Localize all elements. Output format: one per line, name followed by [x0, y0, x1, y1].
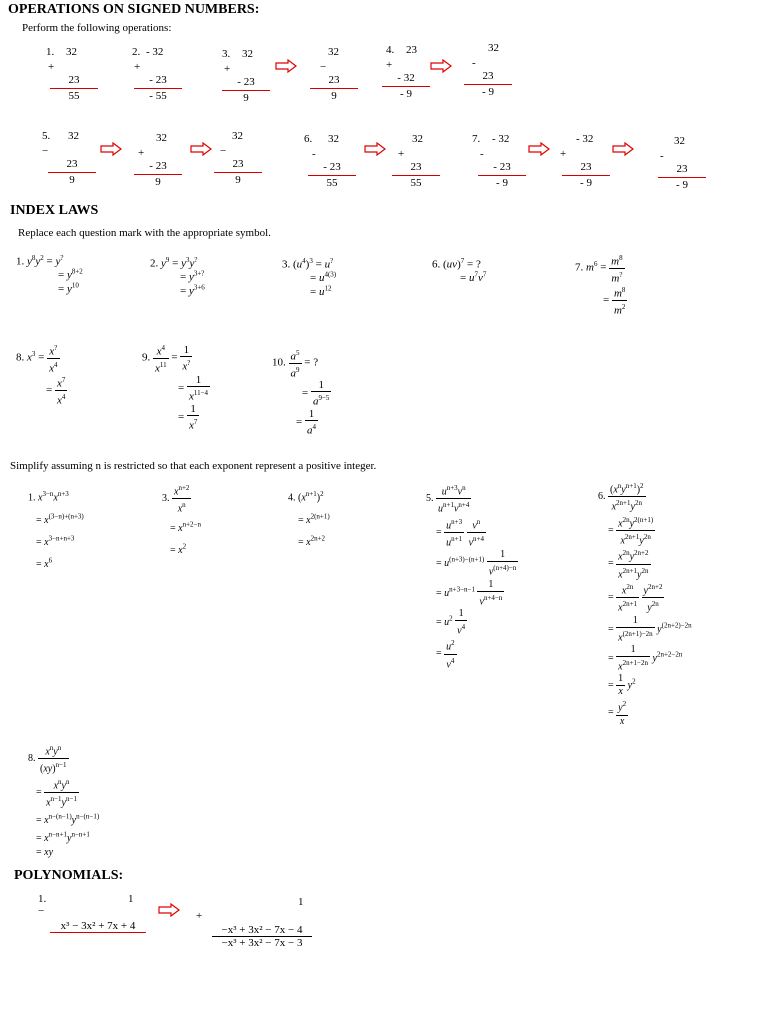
result-line [478, 175, 526, 176]
result-line [308, 175, 356, 176]
operator: + [224, 63, 231, 75]
index-problem-3: 3. $(u^4)^3 = u^?$ = $u^{4(3)}$ = $u^{12}$ [282, 257, 337, 298]
simplify-problem-4: 4. $(x^{n+1})^2$ = $x^{2(n+1)}$ = $x^{2n+2}$ [288, 490, 330, 548]
index-problem-2: 2. $y^9 = y^3y^?$ = $y^{3+?}$ = $y^{3+6}$ [150, 256, 205, 297]
simplify-problem-6: 6. $\frac{(x^ny^{n+1})^2}{x^{2n+1}y^{2n}}$ = $\frac{x^{2n}y^{2(n+1)}}{x^{2n+1}y^{2n}}$ = $\frac{x^{2n}y^{2n+2}}{x^{2n+1}y^{2n}}$ = $\frac{x^{2n}}{x^{2n+1}}$ $\frac{y^{2n+2}}{y^{2n}}$ = $\frac{1}{x^{(2n+1)-2n}}$ $y^{(2n+2)-2n}$ = $\frac{1}{x^{2n+1-2n}}$ $y^{2n+2-2n}$ = $\frac{1}{x}$ $y^2$ = $\frac{y^2}{x}$ [598, 482, 692, 727]
result-line [134, 174, 182, 175]
right-arrow-icon [158, 903, 180, 917]
instruction-index: Replace each question mark with the appropriate symbol. [18, 227, 271, 239]
operand-top: 32 [68, 130, 79, 142]
operand-bottom: 23 [410, 161, 422, 173]
poly-top: 1 [128, 893, 134, 905]
right-arrow-icon [430, 59, 452, 73]
index-problem-10: 10. $\frac{a^5}{a^9}$ = ? = $\frac{1}{a^{9-5}}$ = $\frac{1}{a^4}$ [272, 349, 330, 437]
instruction-simplify: Simplify assuming n is restricted so that each exponent represent a positive integer. [10, 460, 377, 472]
operand-bottom: 23 [66, 158, 78, 170]
operator: − [320, 61, 327, 73]
operand-top: 32 [232, 130, 243, 142]
result-line [214, 172, 262, 173]
operand-top: 32 [242, 48, 253, 60]
operator: + [560, 148, 567, 160]
index-problem-9: 9. $\frac{x^4}{x^{11}}$ = $\frac{1}{x^?}$ = $\frac{1}{x^{11-4}}$ = $\frac{1}{x^7}$ [142, 343, 209, 432]
operand-bottom: - 32 [397, 72, 415, 84]
result-line [562, 175, 610, 176]
operand-bottom: 23 [68, 74, 80, 86]
right-arrow-icon [364, 142, 386, 156]
operand-top: - 32 [492, 133, 510, 145]
simplify-problem-5: 5. $\frac{u^{n+3}v^n}{u^{n+1}v^{n+4}}$ = $\frac{u^{n+3}}{u^{n+1}}$ $\frac{v^n}{v^{n+4}}$ = $u^{(n+3)-(n+1)}$ $\frac{1}{v^{(n+4)-n}}$ = $u^{n+3-n-1}$ $\frac{1}{v^{n+4-n}}$ = $u^2$ $\frac{1}{v^4}$ = $\frac{u^2}{v^4}$ [426, 484, 517, 670]
operator: − [42, 145, 49, 157]
operand-bottom: 23 [232, 158, 244, 170]
right-arrow-icon [528, 142, 550, 156]
result-line [222, 90, 270, 91]
result: 55 [68, 90, 80, 102]
operator: - [472, 57, 476, 69]
problem-number: 6. [304, 133, 313, 145]
operand-top: - 32 [146, 46, 164, 58]
problem-number: 5. [42, 130, 51, 142]
result: 9 [69, 174, 75, 186]
simplify-problem-3: 3. $\frac{x^{n+2}}{x^n}$ = $x^{n+2-n}$ = $x^2$ [162, 484, 201, 557]
operand-top: - 32 [576, 133, 594, 145]
result: 9 [243, 92, 249, 104]
operand-bottom: 23 [328, 74, 340, 86]
poly-denominator: x³ − 3x² + 7x + 4 [50, 920, 146, 933]
operator: + [134, 61, 141, 73]
operand-top: 23 [406, 44, 417, 56]
operator: + [398, 148, 405, 160]
poly-op: − [38, 905, 45, 917]
operand-bottom: - 23 [323, 161, 341, 173]
operand-top: 32 [328, 133, 339, 145]
result-line [134, 88, 182, 89]
result: 55 [410, 177, 422, 189]
right-arrow-icon [612, 142, 634, 156]
result-line [48, 172, 96, 173]
operator: - [660, 150, 664, 162]
section-title-polynomials: POLYNOMIALS: [14, 868, 124, 883]
operator: − [220, 145, 227, 157]
right-arrow-icon [275, 59, 297, 73]
operator: + [48, 61, 55, 73]
right-arrow-icon [100, 142, 122, 156]
operand-top: 32 [488, 42, 499, 54]
operand-top: 32 [66, 46, 77, 58]
result: - 9 [400, 88, 412, 100]
result: 9 [235, 174, 241, 186]
result: - 9 [482, 86, 494, 98]
operator: + [138, 147, 145, 159]
operand-bottom: 23 [482, 70, 494, 82]
problem-number: 4. [386, 44, 395, 56]
operand-bottom: 23 [580, 161, 592, 173]
section-title-signed-numbers: OPERATIONS ON SIGNED NUMBERS: [8, 2, 260, 17]
operand-bottom: - 23 [149, 74, 167, 86]
result: - 9 [496, 177, 508, 189]
operand-bottom: 23 [676, 163, 688, 175]
result: 55 [326, 177, 338, 189]
right-arrow-icon [190, 142, 212, 156]
problem-number: 2. [132, 46, 141, 58]
operand-top: 32 [156, 132, 167, 144]
poly-row-a: −x³ + 3x² − 7x − 4 [212, 924, 312, 937]
result: 9 [155, 176, 161, 188]
poly-top-2: 1 [298, 896, 304, 908]
operator: - [312, 148, 316, 160]
result: 9 [331, 90, 337, 102]
operator: + [386, 59, 393, 71]
index-problem-6: 6. (uv)$^7$ = ? = $u^7v^7$ [432, 257, 487, 285]
result-line [382, 86, 430, 87]
index-problem-7: 7. $m^6$ = $\frac{m^8}{m^?}$ = $\frac{m^8}{m^2}$ [575, 254, 626, 317]
instruction-signed: Perform the following operations: [22, 22, 172, 34]
result-line [464, 84, 512, 85]
operand-bottom: - 23 [149, 160, 167, 172]
simplify-problem-1: 1. $x^{3-n}x^{n+3}$ = $x^{(3-n)+(n+3)}$ = $x^{3-n+n+3}$ = $x^6$ [28, 490, 84, 571]
result: - 9 [580, 177, 592, 189]
operand-bottom: - 23 [493, 161, 511, 173]
operator: - [480, 148, 484, 160]
result-line [392, 175, 440, 176]
operand-bottom: - 23 [237, 76, 255, 88]
poly-number: 1. [38, 893, 47, 905]
operand-top: 32 [328, 46, 339, 58]
simplify-problem-8: 8. $\frac{x^ny^n}{(xy)^{n-1}}$ = $\frac{x^ny^n}{x^{n-1}y^{n-1}}$ = $x^{n-(n-1)}y^{n-(n-1)}$ = $x^{n-n+1}y^{n-n+1}$ = xy [28, 744, 100, 858]
problem-number: 1. [46, 46, 55, 58]
result-line [50, 88, 98, 89]
index-problem-1: 1. $y^8y^2 = y^?$ = $y^{8+2}$ = $y^{10}$ [16, 254, 83, 295]
operand-top: 32 [674, 135, 685, 147]
poly-row-b: −x³ + 3x² − 7x − 3 [221, 937, 303, 949]
problem-number: 3. [222, 48, 231, 60]
result-line [658, 177, 706, 178]
index-problem-8: 8. $x^3$ = $\frac{x^?}{x^4}$ = $\frac{x^7}{x^4}$ [16, 344, 66, 407]
result: - 9 [676, 179, 688, 191]
result: - 55 [149, 90, 167, 102]
result-line [310, 88, 358, 89]
poly-op-2: + [196, 910, 203, 922]
section-title-index-laws: INDEX LAWS [10, 203, 99, 218]
operand-top: 32 [412, 133, 423, 145]
problem-number: 7. [472, 133, 481, 145]
